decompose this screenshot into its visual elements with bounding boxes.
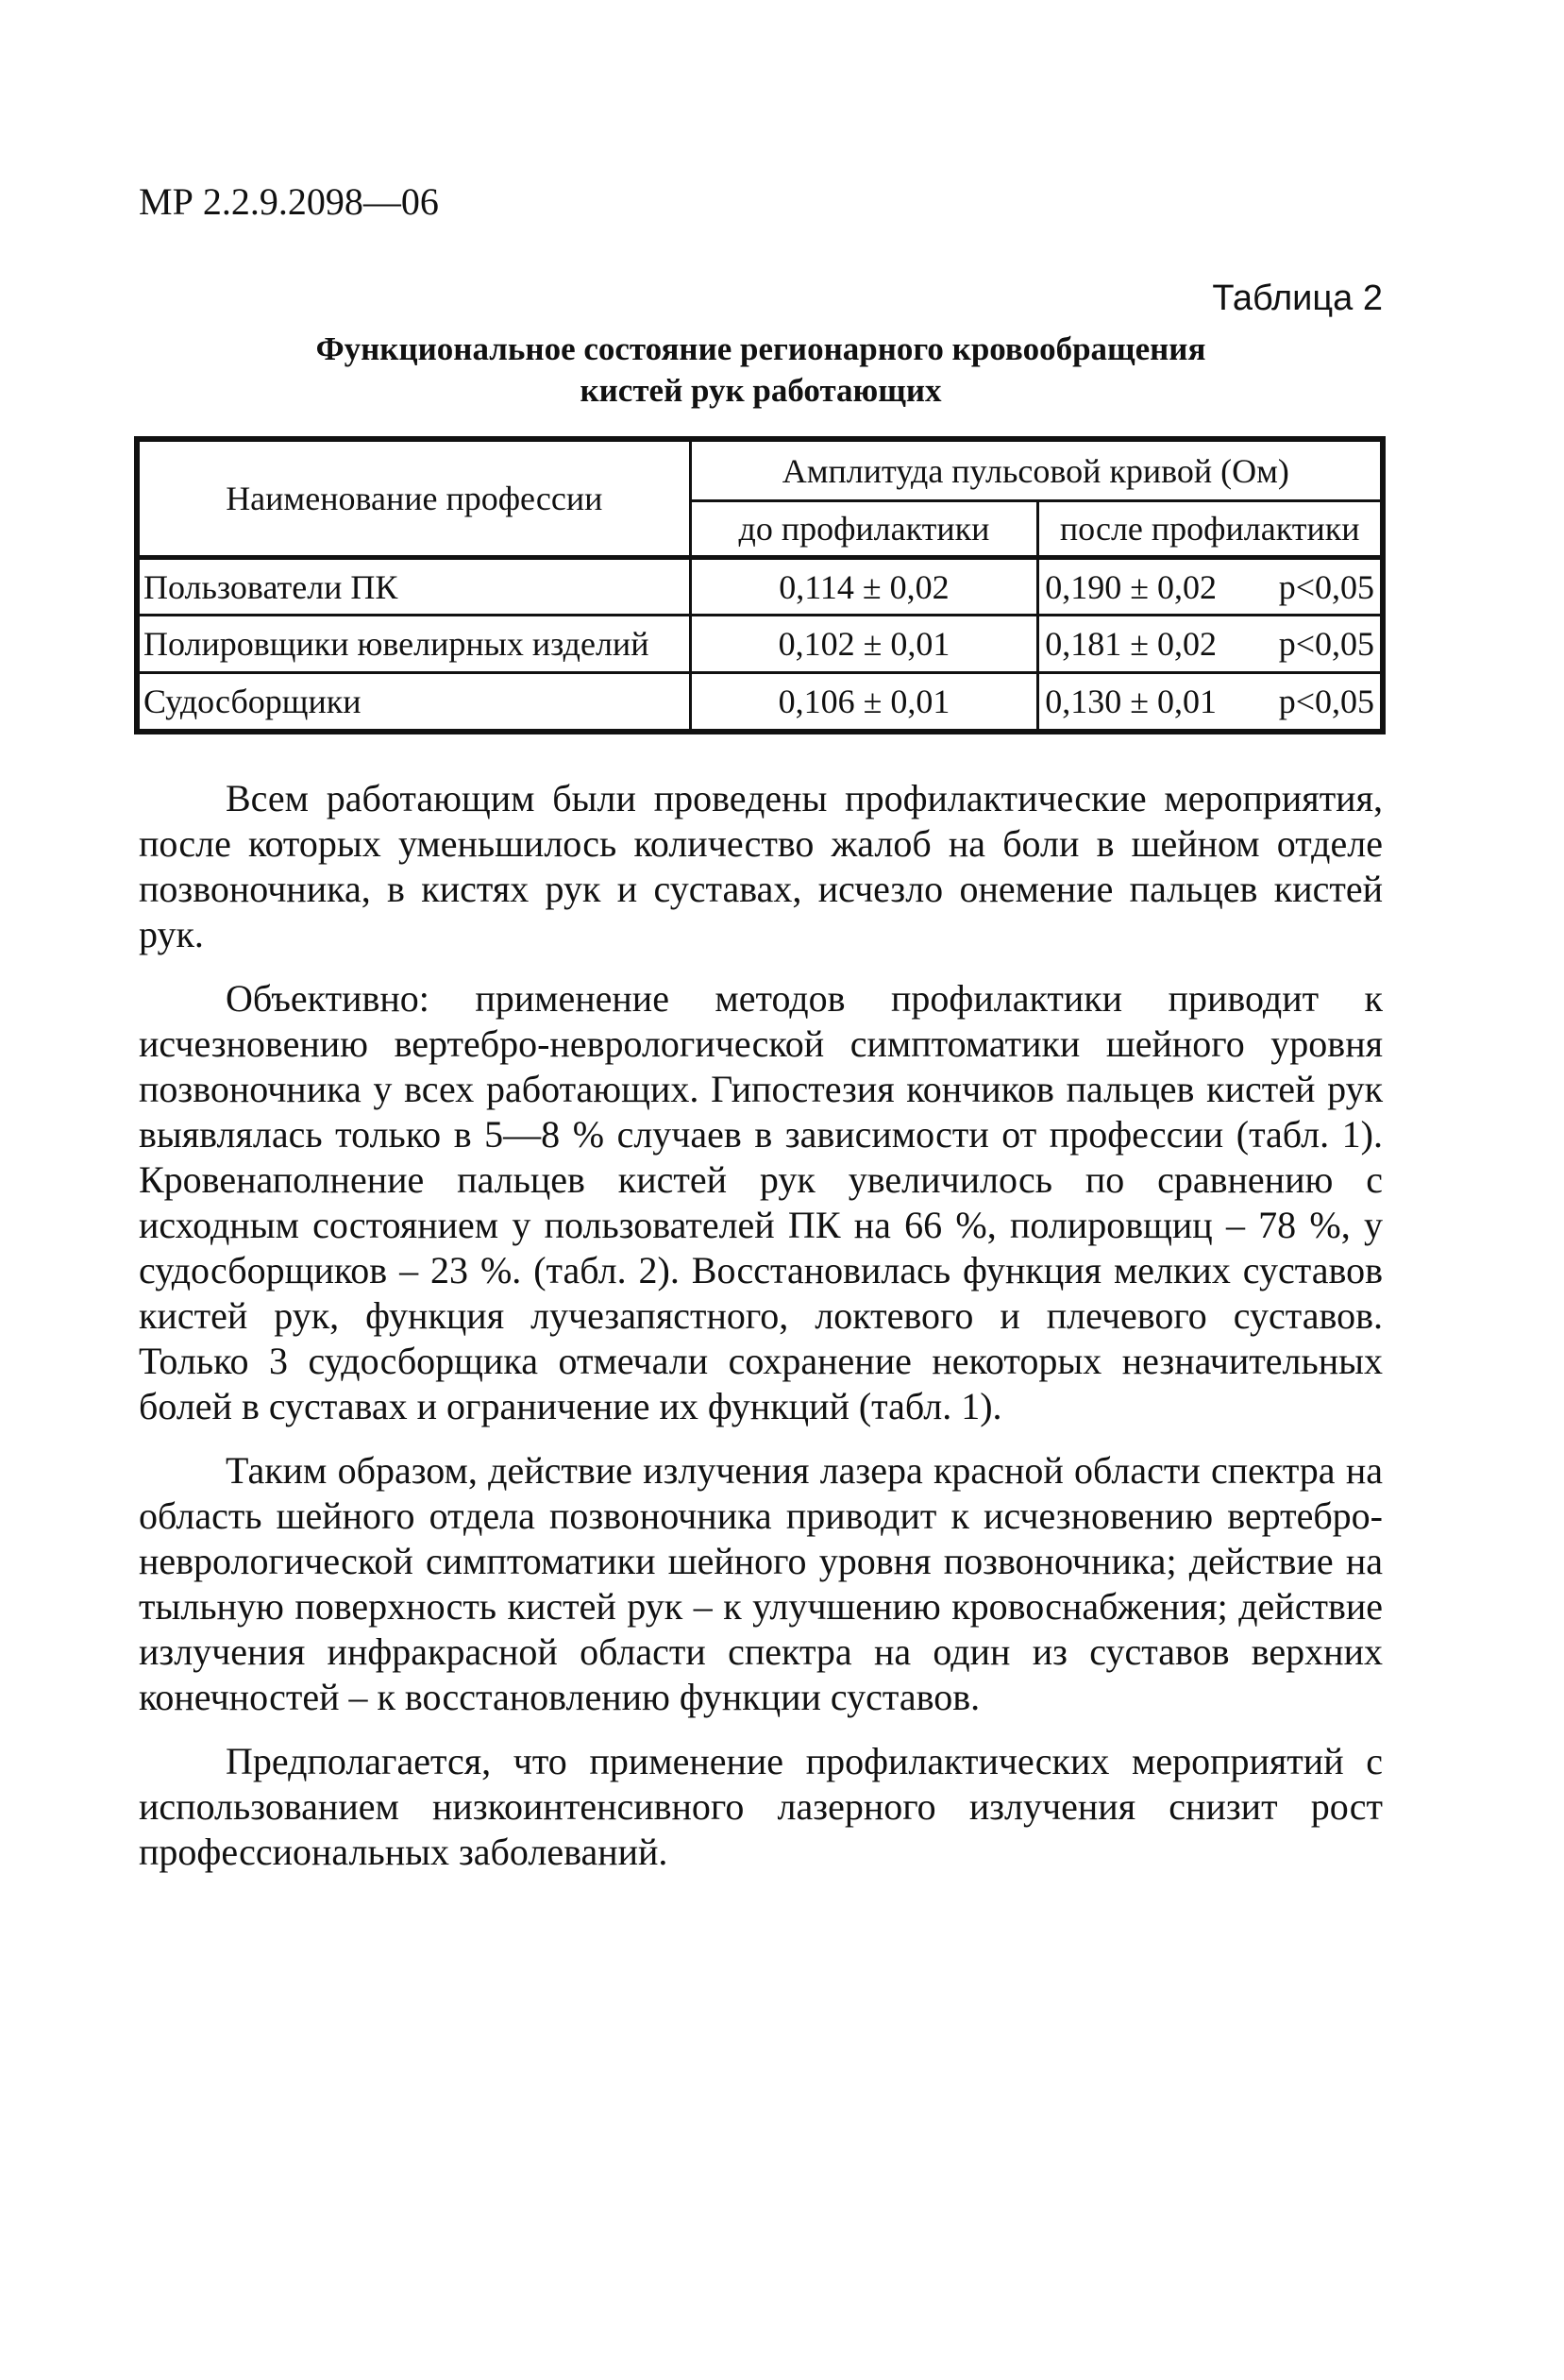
cell-after-value: 0,130 ± 0,01: [1045, 683, 1218, 720]
column-header-after: после профилактики: [1038, 501, 1382, 558]
cell-profession: Полировщики ювелирных изделий: [139, 616, 691, 673]
cell-before: 0,102 ± 0,01: [690, 616, 1038, 673]
cell-profession: Судосборщики: [139, 673, 691, 731]
cell-after-value: 0,190 ± 0,02: [1045, 567, 1218, 606]
table-row: [139, 673, 1382, 731]
cell-p-value: p<0,05: [1278, 683, 1374, 720]
table-row: [139, 558, 1382, 616]
cell-after: [1038, 616, 1382, 673]
table-row: [139, 616, 1382, 673]
cell-p-value: p<0,05: [1278, 625, 1374, 663]
cell-after: [1038, 673, 1382, 731]
table-label: Таблица 2: [1212, 279, 1383, 318]
paragraph: Таким образом, действие излучения лазера красной области спектра на область шейного отдела позвоночника приводит к исчезновению вертебро-неврологической симптоматики шейного уровня позвоночника; действие на тыльную поверхность кистей рук – к улучшению кровоснабжения; действие излучения инфракрасной области спектра на один из суставов верхних конечностей – к восстановлению функции суставов.: [139, 1449, 1383, 1718]
column-header-profession: Наименование профессии: [139, 441, 691, 558]
table-title-line-2: кистей рук работающих: [580, 372, 942, 409]
cell-p-value: p<0,05: [1278, 567, 1374, 606]
cell-before: 0,114 ± 0,02: [690, 558, 1038, 616]
paragraph: Предполагается, что применение профилактических мероприятий с использованием низкоинтенсивного лазерного излучения снизит рост профессиональных заболеваний.: [139, 1740, 1383, 1873]
blood-circulation-table: [137, 439, 1383, 732]
body-text: [139, 776, 1383, 1894]
column-header-amplitude: Амплитуда пульсовой кривой (Ом): [690, 441, 1381, 501]
cell-before: 0,106 ± 0,01: [690, 673, 1038, 731]
cell-after: [1038, 558, 1382, 616]
cell-profession: Пользователи ПК: [139, 558, 691, 616]
table-title-line-1: Функциональное состояние регионарного кровообращения: [315, 330, 1206, 367]
document-code: МР 2.2.9.2098—06: [139, 180, 439, 223]
table-title: [139, 329, 1383, 412]
paragraph: Всем работающим были проведены профилактические мероприятия, после которых уменьшилось количество жалоб на боли в шейном отделе позвоночника, в кистях рук и суставах, исчезло онемение пальцев кистей рук.: [139, 777, 1383, 955]
paragraph: Объективно: применение методов профилактики приводит к исчезновению вертебро-неврологической симптоматики шейного уровня позвоночника у всех работающих. Гипостезия кончиков пальцев кистей рук выявлялась только в 5—8 % случаев в зависимости от профессии (табл. 1). Кровенаполнение пальцев кистей рук увеличилось по сравнению с исходным состоянием у пользователей ПК на 66 %, полировщиц – 78 %, у судосборщиков – 23 %. (табл. 2). Восстановилась функция мелких суставов кистей рук, функция лучезапястного, локтевого и плечевого суставов. Только 3 судосборщика отмечали сохранение некоторых незначительных болей в суставах и ограничение их функций (табл. 1).: [139, 977, 1383, 1427]
cell-after-value: 0,181 ± 0,02: [1045, 625, 1218, 663]
column-header-before: до профилактики: [690, 501, 1038, 558]
